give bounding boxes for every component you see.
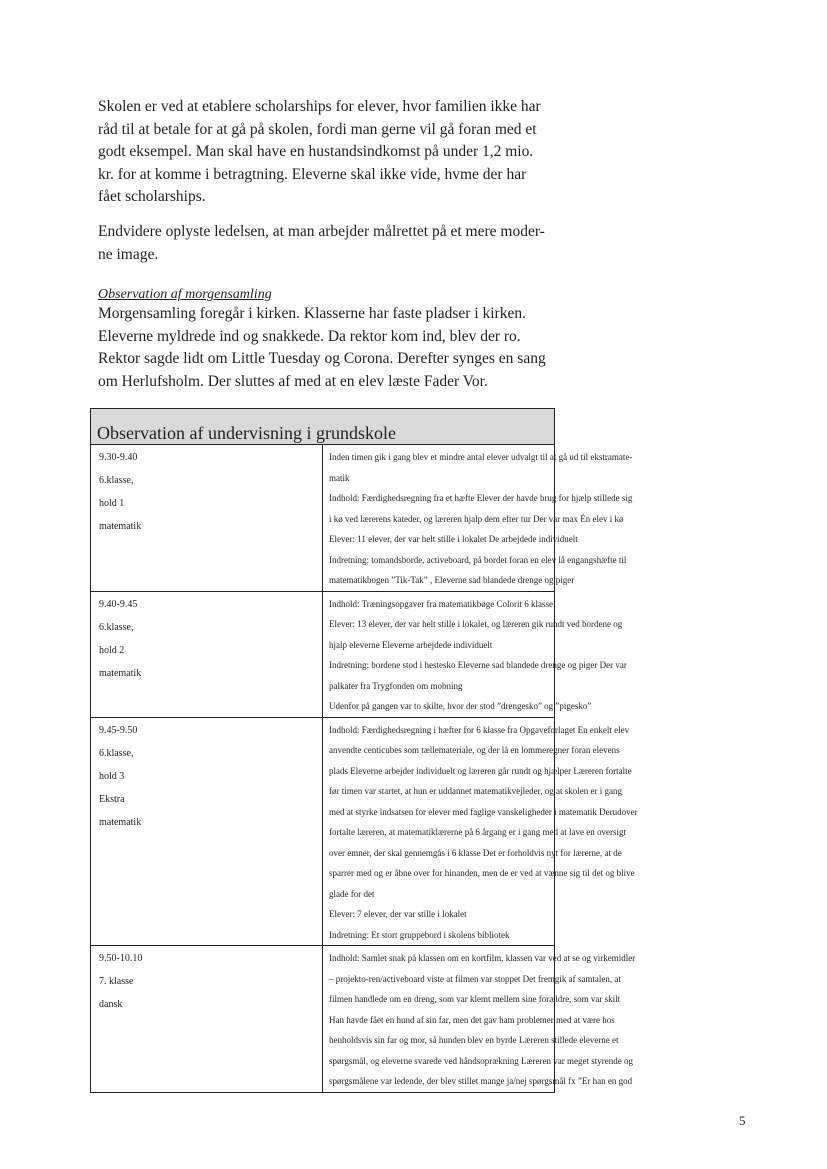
paragraph-image — [98, 221, 578, 266]
description-line: spørgsmålene var ledende, der blev stillet mange ja/nej spørgsmål fx ”Er han en god — [329, 1076, 633, 1086]
text-line: Rektor sagde lidt om Little Tuesday og Corona. Derefter synges en sang — [98, 350, 546, 367]
description-line: Indhold: Samlet snak på klassen om en kortfilm, klassen var ved at se og virkemidler — [329, 953, 636, 963]
session-meta-line: 9.45-9.50 — [99, 724, 138, 736]
description-line: Inden timen gik i gang blev et mindre antal elever udvalgt til at gå ud til ekstramate- — [329, 452, 633, 462]
description-line: henholdsvis sin far og mor, så hunden blev en byrde Læreren stillede eleverne et — [329, 1035, 619, 1045]
session-meta-cell — [91, 445, 323, 592]
section-heading-morgensamling: Observation af morgensamling — [98, 287, 272, 302]
session-meta-cell — [91, 946, 323, 1093]
description-line: før timen var startet, at hun er uddannet matematikvejleder, og at skolen er i gang — [329, 786, 623, 796]
description-line: med at styrke indsatsen for elever med faglige vanskeligheder i matematik Derudover — [329, 806, 638, 817]
description-line: Indhold: Træningsopgaver fra matematikbøge Colorit 6 klasse — [329, 598, 553, 609]
session-description-cell — [323, 717, 638, 946]
description-line: Elever: 11 elever, der var helt stille i lokalet De arbejdede individuelt — [329, 534, 578, 544]
session-meta-line: 6.klasse, — [99, 475, 134, 486]
description-line: fortalte læreren, at matematiklærerne på 6 årgang er i gang med at lave en oversigt — [329, 827, 626, 837]
text-line: kr. for at komme i betragtning. Eleverne skal ikke vide, hvme der har — [98, 165, 527, 183]
description-line: Udenfor på gangen var to skilte, hvor der stod ”drengesko” og ”pigesko” — [329, 701, 592, 711]
description-line: filmen handlede om en dreng, som var klemt mellem sine forældre, som var skilt — [329, 994, 621, 1004]
description-line: plads Eleverne arbejder individuelt og læreren går rundt og hjælper Læreren fortalte — [329, 765, 632, 776]
page-number: 5 — [739, 1113, 746, 1128]
text-line: om Herlufsholm. Der sluttes af med at en elev læste Fader Vor. — [98, 372, 488, 390]
description-line: Indretning: tomandsborde, activeboard, på bordet foran en elev lå engangshæfte til — [329, 554, 627, 565]
description-line: Indhold: Færdighedsregning fra et hæfte Elever der havde brug for hjælp stillede sig — [329, 493, 633, 503]
session-meta-line: matematik — [99, 521, 142, 532]
description-line: Elever: 7 elever, der var stille i lokalet — [329, 909, 467, 919]
session-meta-line: hold 3 — [99, 770, 125, 782]
description-line: Han havde fået en hund af sin far, men det gav ham problemer med at være hos — [329, 1014, 615, 1025]
description-line: hjalp eleverne Eleverne arbejdede individuelt — [329, 639, 493, 650]
session-description-cell — [323, 946, 636, 1093]
observation-table — [90, 408, 638, 1093]
session-meta-line: 9.50-10.10 — [99, 953, 143, 964]
description-line: Indhold: Færdighedsregning i hæfter for 6 klasse fra Opgaveforlaget En enkelt elev — [329, 724, 630, 735]
text-line: Skolen er ved at etablere scholarships for elever, hvor familien ikke har — [98, 98, 541, 115]
description-line: over emner, der skal gennemgås i 6 klasse Det er forholdvis nyt for lærerne, at de — [329, 847, 622, 858]
description-line: glade for det — [329, 888, 375, 899]
session-meta-line: 9.30-9.40 — [99, 452, 138, 463]
table-row — [91, 717, 555, 946]
description-line: Elever: 13 elever, der var helt stille i lokalet, og læreren gik rundt ved bordene og — [329, 619, 623, 629]
session-meta-line: dansk — [99, 999, 123, 1010]
description-line: matik — [329, 472, 350, 483]
session-description-cell — [323, 591, 627, 717]
session-meta-line: 9.40-9.45 — [99, 598, 138, 610]
session-meta-cell — [91, 717, 323, 946]
description-line: Indretning: bordene stod i hestesko Eleverne sad blandede drenge og piger Der var — [329, 660, 627, 670]
description-line: sparrer med og er åbne over for hinanden, men de er ved at vænne sig til det og blive — [329, 868, 635, 878]
session-meta-line: matematik — [99, 816, 142, 828]
description-line: – projekto-ren/activeboard viste at filmen var stoppet Det fremgik af samtalen, at — [329, 973, 621, 984]
session-meta-cell — [91, 591, 323, 717]
table-row — [91, 591, 555, 717]
description-line: i kø ved lærerens kateder, og læreren hjalp dem efter tur Der var max Én elev i kø — [329, 513, 624, 524]
description-line: matematikbogen ”Tik-Tak” , Eleverne sad blandede drenge og piger — [329, 575, 575, 585]
text-line: Endvidere oplyste ledelsen, at man arbejder målrettet på et mere moder- — [98, 223, 545, 240]
description-line: spørgsmål, og eleverne svarede ved håndsoprækning Læreren var meget styrende og — [329, 1055, 633, 1066]
session-meta-line: 6.klasse, — [99, 621, 134, 633]
session-meta-line: matematik — [99, 667, 142, 679]
table-row — [91, 946, 555, 1093]
text-line: godt eksempel. Man skal have en hustandsindkomst på under 1,2 mio. — [98, 143, 534, 160]
table-title: Observation af undervisning i grundskole — [91, 409, 555, 445]
description-line: palkater fra Trygfonden om mobning — [329, 680, 463, 691]
text-line: råd til at betale for at gå på skolen, fordi man gerne vil gå foran med et — [98, 120, 537, 138]
session-meta-line: hold 2 — [99, 644, 125, 656]
session-meta-line: Ekstra — [99, 793, 125, 805]
session-meta-line: 7. klasse — [99, 976, 134, 987]
description-line: anvendte centicubes som tællemateriale, og der lå en lommeregner foran elevens — [329, 745, 620, 755]
paragraph-scholarships — [98, 96, 578, 209]
text-line: fået scholarships. — [98, 188, 206, 205]
session-description-cell — [323, 445, 633, 592]
session-meta-line: 6.klasse, — [99, 747, 134, 759]
paragraph-morgensamling — [98, 303, 578, 393]
text-line: ne image. — [98, 245, 159, 263]
text-line: Morgensamling foregår i kirken. Klasserne har faste pladser i kirken. — [98, 305, 526, 322]
description-line: Indretning: Et stort gruppebord i skolens bibliotek — [329, 929, 510, 940]
text-line: Eleverne myldrede ind og snakkede. Da rektor kom ind, blev der ro. — [98, 327, 521, 345]
session-meta-line: hold 1 — [99, 498, 125, 509]
table-header-row — [91, 409, 555, 445]
table-row — [91, 445, 555, 592]
